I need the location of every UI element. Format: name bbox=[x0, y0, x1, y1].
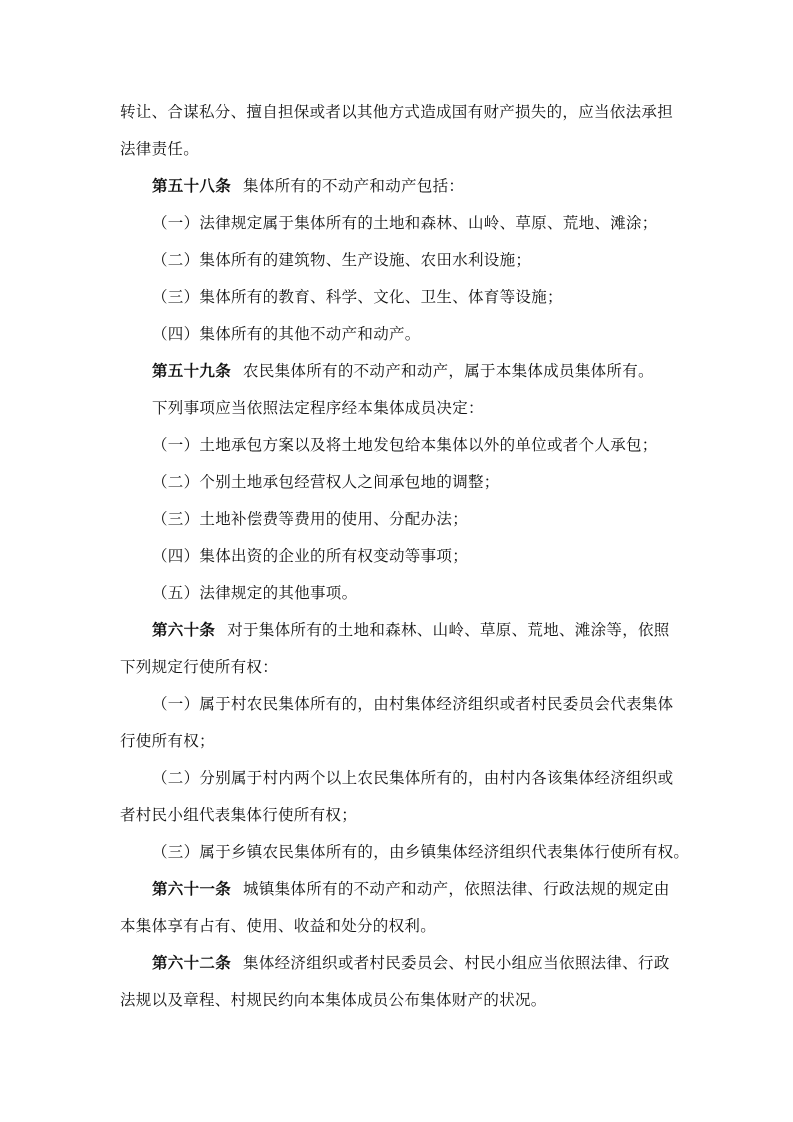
article-text: 对于集体所有的土地和森林、山岭、草原、荒地、滩涂等，依照 bbox=[227, 621, 670, 639]
article-heading: 第六十条 bbox=[152, 621, 216, 639]
text-line: 法律责任。 bbox=[120, 140, 200, 158]
text-line: 转让、合谋私分、擅自担保或者以其他方式造成国有财产损失的，应当依法承担 bbox=[120, 103, 674, 121]
article-heading: 第六十二条 bbox=[152, 954, 232, 972]
list-item-continuation: 者村民小组代表集体行使所有权； bbox=[120, 806, 358, 824]
article-text: 集体经济组织或者村民委员会、村民小组应当依照法律、行政 bbox=[243, 954, 670, 972]
list-item: （五）法律规定的其他事项。 bbox=[152, 584, 358, 602]
article-heading: 第六十一条 bbox=[152, 880, 232, 898]
article-text: 农民集体所有的不动产和动产，属于本集体成员集体所有。 bbox=[243, 362, 654, 380]
list-item: （二）集体所有的建筑物、生产设施、农田水利设施； bbox=[152, 251, 532, 269]
list-item: （一）属于村农民集体所有的，由村集体经济组织或者村民委员会代表集体 bbox=[152, 695, 674, 713]
article-text: 集体所有的不动产和动产包括： bbox=[243, 177, 465, 195]
text-line: 法规以及章程、村规民约向本集体成员公布集体财产的状况。 bbox=[120, 991, 547, 1009]
list-item: （四）集体所有的其他不动产和动产。 bbox=[152, 325, 421, 343]
list-item: （一）土地承包方案以及将土地发包给本集体以外的单位或者个人承包； bbox=[152, 436, 658, 454]
list-item: （三）土地补偿费等费用的使用、分配办法； bbox=[152, 510, 469, 528]
article-62 bbox=[152, 952, 712, 974]
list-item: （三）属于乡镇农民集体所有的，由乡镇集体经济组织代表集体行使所有权。 bbox=[152, 843, 690, 861]
article-text: 城镇集体所有的不动产和动产，依照法律、行政法规的规定由 bbox=[243, 880, 670, 898]
text-line: 下列规定行使所有权： bbox=[120, 658, 279, 676]
article-61 bbox=[152, 878, 712, 900]
article-59 bbox=[152, 360, 712, 382]
list-item: （四）集体出资的企业的所有权变动等事项； bbox=[152, 547, 469, 565]
text-line: 本集体享有占有、使用、收益和处分的权利。 bbox=[120, 917, 437, 935]
list-item-continuation: 行使所有权； bbox=[120, 732, 215, 750]
list-item: （一）法律规定属于集体所有的土地和森林、山岭、草原、荒地、滩涂； bbox=[152, 214, 658, 232]
list-item: （二）个别土地承包经营权人之间承包地的调整； bbox=[152, 473, 500, 491]
list-item: （三）集体所有的教育、科学、文化、卫生、体育等设施； bbox=[152, 288, 563, 306]
list-item: （二）分别属于村内两个以上农民集体所有的，由村内各该集体经济组织或 bbox=[152, 769, 674, 787]
text-line: 下列事项应当依照法定程序经本集体成员决定： bbox=[152, 399, 484, 417]
article-heading: 第五十九条 bbox=[152, 362, 232, 380]
article-heading: 第五十八条 bbox=[152, 177, 232, 195]
article-60 bbox=[152, 619, 712, 641]
article-58 bbox=[152, 175, 712, 197]
